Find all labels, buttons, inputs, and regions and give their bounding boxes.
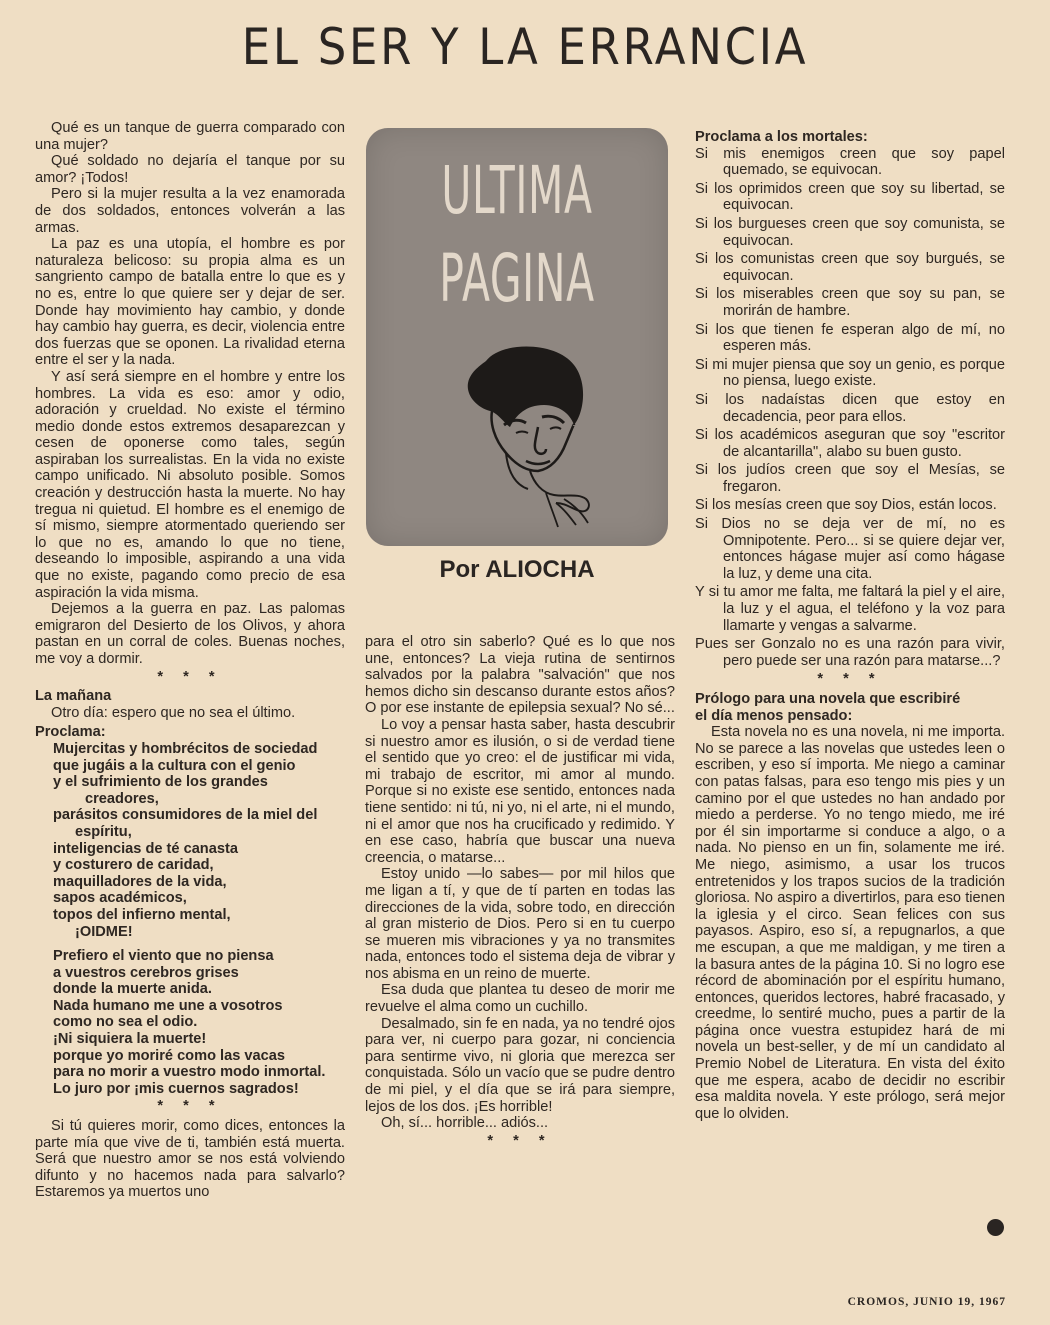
poem-line: a vuestros cerebros grises xyxy=(53,964,239,981)
verse: Pues ser Gonzalo no es una razón para vivir, pero puede ser una razón para matarse...? xyxy=(695,636,1005,669)
poem-line: sapos académicos, xyxy=(53,890,187,907)
poem-line: Nada humano me une a vosotros xyxy=(53,997,283,1014)
section-heading-prologo-2: el día menos pensado: xyxy=(695,707,853,724)
paragraph: Esta novela no es una novela, ni me importa. No se parece a las novelas que ustedes leen o escriben, y eso sí importa. Me niego a caminar con patas falsas, para eso tengo mis pies y un camino por el que ustedes no han andado por miedo a perderse. Yo no tengo miedo, me iré por él sin importarme si conduce a algo, o a nada. No pienso en un fin, solamente me iré. Me niego, asimismo, a usar los trucos entretenidos y los trapos sucios de la tradición gloriosa. No aspiro a divertirlos, para eso tienen la iglesia y el circo. Sean felices con sus payasos. Aspiro, eso sí, a repugnarlos, a que me escupan, a que me maldigan, y me tiren a la basura antes de la página 10. Si no logro ese récord de abominación por el espíritu humano, entonces, queridos lectores, habré fracasado, y creedme, lo sentiré mucho, pues a partir de la página once vuestra estupidez hará de mi novela un best-seller, y de mí un candidato al Premio Nobel de Literatura. En vista del éxito que me espera, acabo de decidir no escribir esa maldita novela. Y este prólogo, será mejor que lo olviden. xyxy=(695,724,1005,1122)
verse: Si los miserables creen que soy su pan, se morirán de hambre. xyxy=(695,286,1005,319)
verse: Si mis enemigos creen que soy papel quemado, se equivocan. xyxy=(695,145,1005,179)
poem-line: inteligencias de té canasta xyxy=(53,840,238,857)
verse: Si Dios no se deja ver de mí, no es Omnipotente. Pero... si se quiere dejar ver, entonces hágase mujer así como hágase la luz, y deme una cita. xyxy=(695,516,1005,582)
section-separator: * * * xyxy=(817,671,883,688)
poem-line: Prefiero el viento que no piensa xyxy=(53,948,274,965)
banner-title-line2: PAGINA xyxy=(439,240,595,317)
poem-line: maquilladores de la vida, xyxy=(53,873,227,890)
section-heading-prologo: Prólogo para una novela que escribiré xyxy=(695,691,961,707)
paragraph: para el otro sin saberlo? Qué es lo que nos une, entonces? La vieja rutina de sentirnos salvados por la palabra "salvación" que nos hemos dicho sin descanso durante estos años? O por ese instante de epilepsia sexual? No sé... xyxy=(365,634,675,717)
paragraph: Qué soldado no dejaría el tanque por su amor? ¡Todos! xyxy=(35,153,345,186)
verse: Y si tu amor me falta, me faltará la piel y el aire, la luz y el agua, el teléfono y la voz para llamarte y vengas a salvarme. xyxy=(695,584,1005,634)
column-right xyxy=(695,129,1005,1122)
paragraph: Estoy unido —lo sabes— por mil hilos que me ligan a tí, y que de tí parten en todas las direcciones de la vida, sobre todo, en dirección al gran misterio de Dios. Pero si en tu cuerpo se mueren mis vibraciones y ya no transmites nada, entonces todo el sistema deja de vibrar y nos abisma en un reino de muerte. xyxy=(365,866,675,982)
paragraph: La paz es una utopía, el hombre es por naturaleza belicoso: su propia alma es un sangriento campo de batalla entre lo que es y no es, entre lo que quiere ser y dejar de ser. Donde hay movimiento hay cambio, y donde hay cambio hay guerra, es decir, violencia entre dos fuerzas que se oponen. La rivalidad eterna entre el ser y la nada. xyxy=(35,236,345,369)
paragraph: Esa duda que plantea tu deseo de morir me revuelve el alma como un cuchillo. xyxy=(365,982,675,1016)
end-mark-icon xyxy=(987,1219,1004,1236)
verse: Si los académicos aseguran que soy "escritor de alcantarilla", alabo su buen gusto. xyxy=(695,427,1005,460)
verse: Si los oprimidos creen que soy su libertad, se equivocan. xyxy=(695,180,1005,214)
poem-stanza-2 xyxy=(53,948,345,1097)
paragraph: Qué es un tanque de guerra comparado con una mujer? xyxy=(35,120,345,153)
paragraph: Desalmado, sin fe en nada, ya no tendré ojos para ver, ni cuerpo para gozar, ni conciencia para sentirme vivo, ni gloria que merezca ser conquistada. Sólo un vacío que se pudre dentro de mi piel, y el día que se irá para siempre, lejos de los dos. ¡Es horrible! xyxy=(365,1015,675,1115)
poem-line: ¡Ni siquiera la muerte! xyxy=(53,1031,207,1048)
verse: Si los que tienen fe esperan algo de mí, no esperen más. xyxy=(695,321,1005,355)
column-left xyxy=(35,120,345,1201)
poem-line: creadores, xyxy=(85,790,159,807)
paragraph: Oh, sí... horrible... adiós... xyxy=(381,1115,549,1132)
banner-title-line1: ULTIMA xyxy=(441,152,593,229)
column-middle xyxy=(365,634,675,1152)
poem-line: Mujercitas y hombrécitos de sociedad xyxy=(53,740,318,757)
verse: Si los nadaístas dicen que estoy en decadencia, peor para ellos. xyxy=(695,391,1005,425)
poem-line: parásitos consumidores de la miel del xyxy=(53,807,318,824)
section-heading-manana: La mañana xyxy=(35,688,112,705)
author-byline: Por ALIOCHA xyxy=(439,556,595,583)
paragraph: Si tú quieres morir, como dices, entonces la parte mía que vive de ti, también está muerta. Será que nuestro amor se nos está volviendo difunto y no hacemos nada para salvarlo? Estaremos ya muertos uno xyxy=(35,1118,345,1201)
poem-line: ¡OIDME! xyxy=(75,923,133,940)
section-separator: * * * xyxy=(487,1132,553,1149)
poem-line: para no morir a vuestro modo inmortal. xyxy=(53,1064,326,1081)
poem-line: y costurero de caridad, xyxy=(53,857,214,874)
section-separator: * * * xyxy=(157,1098,223,1115)
page-footer: CROMOS, JUNIO 19, 1967 xyxy=(847,1296,1006,1308)
verse: Si los mesías creen que soy Dios, están locos. xyxy=(695,497,997,514)
verse: Si mi mujer piensa que soy un genio, es porque no piensa, luego existe. xyxy=(695,356,1005,390)
poem-line: como no sea el odio. xyxy=(53,1014,198,1031)
author-caricature-icon xyxy=(446,343,596,533)
paragraph: Pero si la mujer resulta a la vez enamorada de dos soldados, entonces volverán a las armas. xyxy=(35,186,345,236)
poem-line: porque yo moriré como las vacas xyxy=(53,1047,285,1064)
paragraph: Y así será siempre en el hombre y entre los hombres. La vida es eso: amor y odio, adoración y crueldad. No existe el término medio donde estos extremos desaparezcan y cesen de oponerse como tales, según aspiraban los surrealistas. En la vida no existe campo unificado. Ni absoluto posible. Somos creación y destrucción hasta la muerte. No hay tregua ni quietud. El hombre es el enemigo de sí mismo, siempre atormentado queriendo ser lo que no es, amando lo que no tiene, deseando lo imposible, aspirando a una vida que no existe, pagando como precio de esa aspiración la vida misma. xyxy=(35,368,345,601)
article-title: EL SER Y LA ERRANCIA xyxy=(241,18,809,76)
verse: Si los judíos creen que soy el Mesías, se fregaron. xyxy=(695,462,1005,495)
poem-line: y el sufrimiento de los grandes xyxy=(53,774,268,791)
paragraph: Otro día: espero que no sea el último. xyxy=(51,704,296,721)
section-separator: * * * xyxy=(157,668,223,685)
verse: Si los burgueses creen que soy comunista, se equivocan. xyxy=(695,215,1005,249)
poem-stanza-1 xyxy=(53,741,345,940)
verse: Si los comunistas creen que soy burgués, se equivocan. xyxy=(695,251,1005,284)
poem-line: topos del infierno mental, xyxy=(53,906,231,923)
ultima-pagina-banner xyxy=(366,128,668,546)
poem-line: espíritu, xyxy=(75,823,132,840)
poem-line: donde la muerte anida. xyxy=(53,981,212,998)
poem-line: que jugáis a la cultura con el genio xyxy=(53,757,296,774)
section-heading-proclama: Proclama: xyxy=(35,724,106,741)
section-heading-mortales: Proclama a los mortales: xyxy=(695,129,868,145)
poem-line: Lo juro por ¡mis cuernos sagrados! xyxy=(53,1080,299,1097)
paragraph: Lo voy a pensar hasta saber, hasta descubrir si nuestro amor es ilusión, o si de verdad tiene el sentido que yo creo: el de justificar mi vida, mi trabajo de escritor, mi amor al mundo. Porque si no existe ese sentido, entonces nada tiene sentido: ni tú, ni yo, ni el arte, ni el mundo, ni el amor que nos ha crucificado y redimido. Y en ese caso, habría que buscar una nueva creencia, o matarse... xyxy=(365,716,675,866)
paragraph: Dejemos a la guerra en paz. Las palomas emigraron del Desierto de los Olivos, y ahora pastan en un corral de coles. Buenas noches, me voy a dormir. xyxy=(35,601,345,667)
